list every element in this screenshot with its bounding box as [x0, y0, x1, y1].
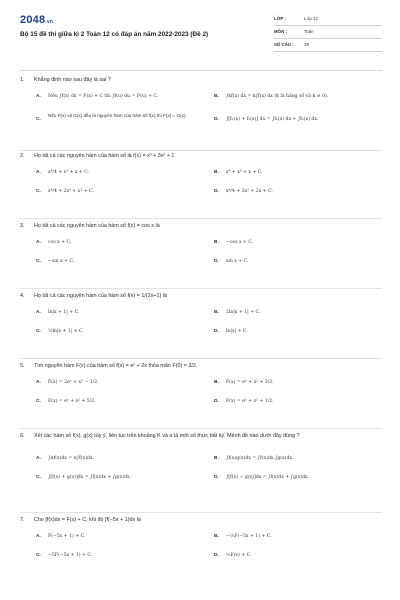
option-a[interactable]	[36, 379, 206, 386]
option-text: Nếu F(x) và G(x) đều là nguyên hàm của hàm số f(x) thì F(x) = G(x).	[48, 113, 187, 118]
question-stem	[20, 516, 382, 525]
option-label: D.	[214, 259, 219, 264]
option-label: D.	[214, 553, 219, 558]
question-divider	[20, 428, 382, 429]
question-stem	[20, 432, 382, 441]
question-number: 4.	[20, 293, 25, 299]
question-text: Họ tất cả các nguyên hàm của hàm số f(x) = 1/(2x+1) là	[34, 293, 168, 299]
question-text: Cho ∫f(x)dx = F(x) + C, khi đó ∫f(−5x + 1)dx là	[34, 517, 141, 523]
meta-row-grade	[274, 14, 382, 26]
option-text: 2ln|x + 1| + C.	[226, 310, 261, 315]
option-label: A.	[36, 240, 41, 245]
option-text: ln|x| + C.	[226, 329, 248, 334]
option-a[interactable]	[36, 239, 206, 246]
option-a[interactable]	[36, 309, 206, 316]
option-c[interactable]	[36, 188, 206, 195]
option-text: ∫αf(x)dx = α∫f(x)dx.	[48, 456, 95, 461]
question-divider	[20, 218, 382, 219]
option-label: D.	[214, 117, 219, 122]
question-divider	[20, 512, 382, 513]
option-label: A.	[36, 170, 41, 175]
option-d[interactable]	[214, 328, 382, 335]
option-label: C.	[36, 189, 41, 194]
option-c[interactable]	[36, 112, 206, 122]
option-d[interactable]	[214, 474, 382, 481]
option-text: ∫[f₁(x) + f₂(x)] dx = ∫f₁(x) dx + ∫f₂(x) dx.	[226, 117, 319, 122]
option-label: C.	[36, 117, 41, 122]
option-label: B.	[214, 456, 219, 461]
option-d[interactable]	[214, 258, 382, 265]
option-b[interactable]	[214, 169, 382, 176]
option-text: ∫f(x)g(x)dx = ∫f(x)dx.∫g(x)dx.	[226, 456, 294, 461]
question-4	[20, 292, 382, 362]
question-1	[20, 76, 382, 152]
option-text: ∫kf(x) dx = k∫f(x) dx (k là hằng số và k ≠ 0).	[226, 94, 329, 99]
option-b[interactable]	[214, 239, 382, 246]
option-text: sin x + C.	[226, 259, 249, 264]
option-d[interactable]	[214, 398, 382, 405]
option-c[interactable]	[36, 474, 206, 481]
meta-value: Lớp 12	[304, 16, 318, 21]
question-text: Xét các hàm số f(x), g(x) tùy ý, liên tục trên khoảng K và α là một số thực bất kỳ. Mệnh đề nào dưới đây đúng ?	[34, 433, 300, 439]
meta-row-count	[274, 40, 382, 52]
meta-key: MÔN :	[274, 29, 287, 34]
option-b[interactable]	[214, 533, 382, 540]
option-label: A.	[36, 310, 41, 315]
option-text: x⁴/4 + x³ + x + C.	[48, 170, 90, 175]
option-text: F(x) = eˣ + x² + 5/2.	[48, 399, 96, 404]
option-text: Nếu ∫f(x) dx = F(x) + C thì ∫f(u) du = F(u) + C.	[48, 94, 159, 99]
option-label: D.	[214, 399, 219, 404]
question-stem	[20, 76, 382, 85]
question-stem	[20, 292, 382, 301]
option-a[interactable]	[36, 169, 206, 176]
option-c[interactable]	[36, 398, 206, 405]
meta-key: SỐ CÂU :	[274, 42, 294, 47]
question-text: Họ tất cả các nguyên hàm của hàm số f(x) = cos x là	[34, 223, 160, 229]
option-text: x⁴/4 + 3x² + 2x + C.	[226, 189, 273, 194]
question-number: 7.	[20, 517, 25, 523]
option-text: ∫[f(x) + g(x)]dx = ∫f(x)dx + ∫g(x)dx.	[48, 475, 132, 480]
option-label: B.	[214, 170, 219, 175]
question-stem	[20, 362, 382, 371]
meta-value: 39	[304, 42, 309, 47]
option-c[interactable]	[36, 552, 206, 559]
option-label: A.	[36, 456, 41, 461]
option-d[interactable]	[214, 552, 382, 559]
option-text: −sin x + C.	[48, 259, 75, 264]
logo-text: 2048	[20, 14, 46, 26]
option-label: A.	[36, 534, 41, 539]
option-c[interactable]	[36, 328, 206, 335]
option-a[interactable]	[36, 455, 206, 462]
option-a[interactable]	[36, 533, 206, 540]
option-label: D.	[214, 189, 219, 194]
question-text: Khẳng định nào sau đây là sai ?	[34, 77, 111, 83]
option-label: C.	[36, 553, 41, 558]
question-number: 5.	[20, 363, 25, 369]
option-label: C.	[36, 259, 41, 264]
option-label: A.	[36, 94, 41, 99]
option-b[interactable]	[214, 309, 382, 316]
option-text: −cos x + C.	[226, 240, 254, 245]
header-divider	[20, 70, 382, 71]
option-text: ⅕F(x) + C.	[226, 553, 252, 558]
option-text: F(−5x + 1) + C.	[48, 534, 86, 539]
option-text: −⅕F(−5x + 1) + C.	[226, 534, 272, 539]
option-b[interactable]	[214, 455, 382, 462]
option-text: ln|x + 1| + C.	[48, 310, 80, 315]
question-6	[20, 432, 382, 516]
logo-tld: .vn	[45, 19, 54, 25]
question-number: 3.	[20, 223, 25, 229]
meta-row-subject	[274, 27, 382, 39]
question-3	[20, 222, 382, 292]
option-text: x⁴/4 + 2x³ + x² + C.	[48, 189, 94, 194]
option-d[interactable]	[214, 116, 382, 123]
question-text: Họ tất cả các nguyên hàm của hàm số là f(x) = x³ + 3x² + 1	[34, 153, 175, 159]
question-divider	[20, 358, 382, 359]
option-b[interactable]	[214, 379, 382, 386]
question-divider	[20, 150, 382, 151]
option-b[interactable]	[214, 93, 382, 100]
option-text: F(x) = 2eˣ + x² − 1/2.	[48, 380, 99, 385]
option-text: x⁴ + x³ + x + C.	[226, 170, 263, 175]
option-text: F(x) = eˣ + x² + 1/2.	[226, 399, 274, 404]
option-label: C.	[36, 399, 41, 404]
question-stem	[20, 222, 382, 231]
option-text: ½ln|x + 1| + C.	[48, 329, 84, 334]
option-text: ∫[f(x) − g(x)]dx = ∫f(x)dx + ∫g(x)dx.	[226, 475, 310, 480]
option-label: B.	[214, 380, 219, 385]
question-number: 2.	[20, 153, 25, 159]
option-label: C.	[36, 475, 41, 480]
option-text: F(x) = eˣ + x² + 3/2.	[226, 380, 274, 385]
option-text: −5F(−5x + 1) + C.	[48, 553, 93, 558]
option-label: B.	[214, 94, 219, 99]
option-a[interactable]	[36, 93, 206, 100]
question-text: Tìm nguyên hàm F(x) của hàm số f(x) = eˣ + 2x thỏa mãn F(0) = 3/2.	[34, 363, 198, 369]
question-7	[20, 516, 382, 578]
option-label: D.	[214, 329, 219, 334]
option-label: D.	[214, 475, 219, 480]
question-number: 6.	[20, 433, 25, 439]
site-logo[interactable]	[20, 14, 53, 26]
question-2	[20, 152, 382, 222]
question-number: 1.	[20, 77, 25, 83]
question-5	[20, 362, 382, 432]
question-stem	[20, 152, 382, 161]
question-list	[20, 76, 382, 578]
document-title: Bộ 15 đề thi giữa kì 2 Toán 12 có đáp án năm 2022-2023 (Đề 2)	[20, 31, 209, 38]
option-label: C.	[36, 329, 41, 334]
meta-key: LỚP :	[274, 16, 286, 21]
option-c[interactable]	[36, 258, 206, 265]
option-text: cos x + C.	[48, 240, 72, 245]
option-label: B.	[214, 534, 219, 539]
option-label: A.	[36, 380, 41, 385]
option-d[interactable]	[214, 188, 382, 195]
meta-table	[274, 14, 382, 53]
question-divider	[20, 288, 382, 289]
meta-value: Toán	[304, 29, 314, 34]
document-header	[20, 10, 382, 66]
option-label: B.	[214, 240, 219, 245]
option-label: B.	[214, 310, 219, 315]
